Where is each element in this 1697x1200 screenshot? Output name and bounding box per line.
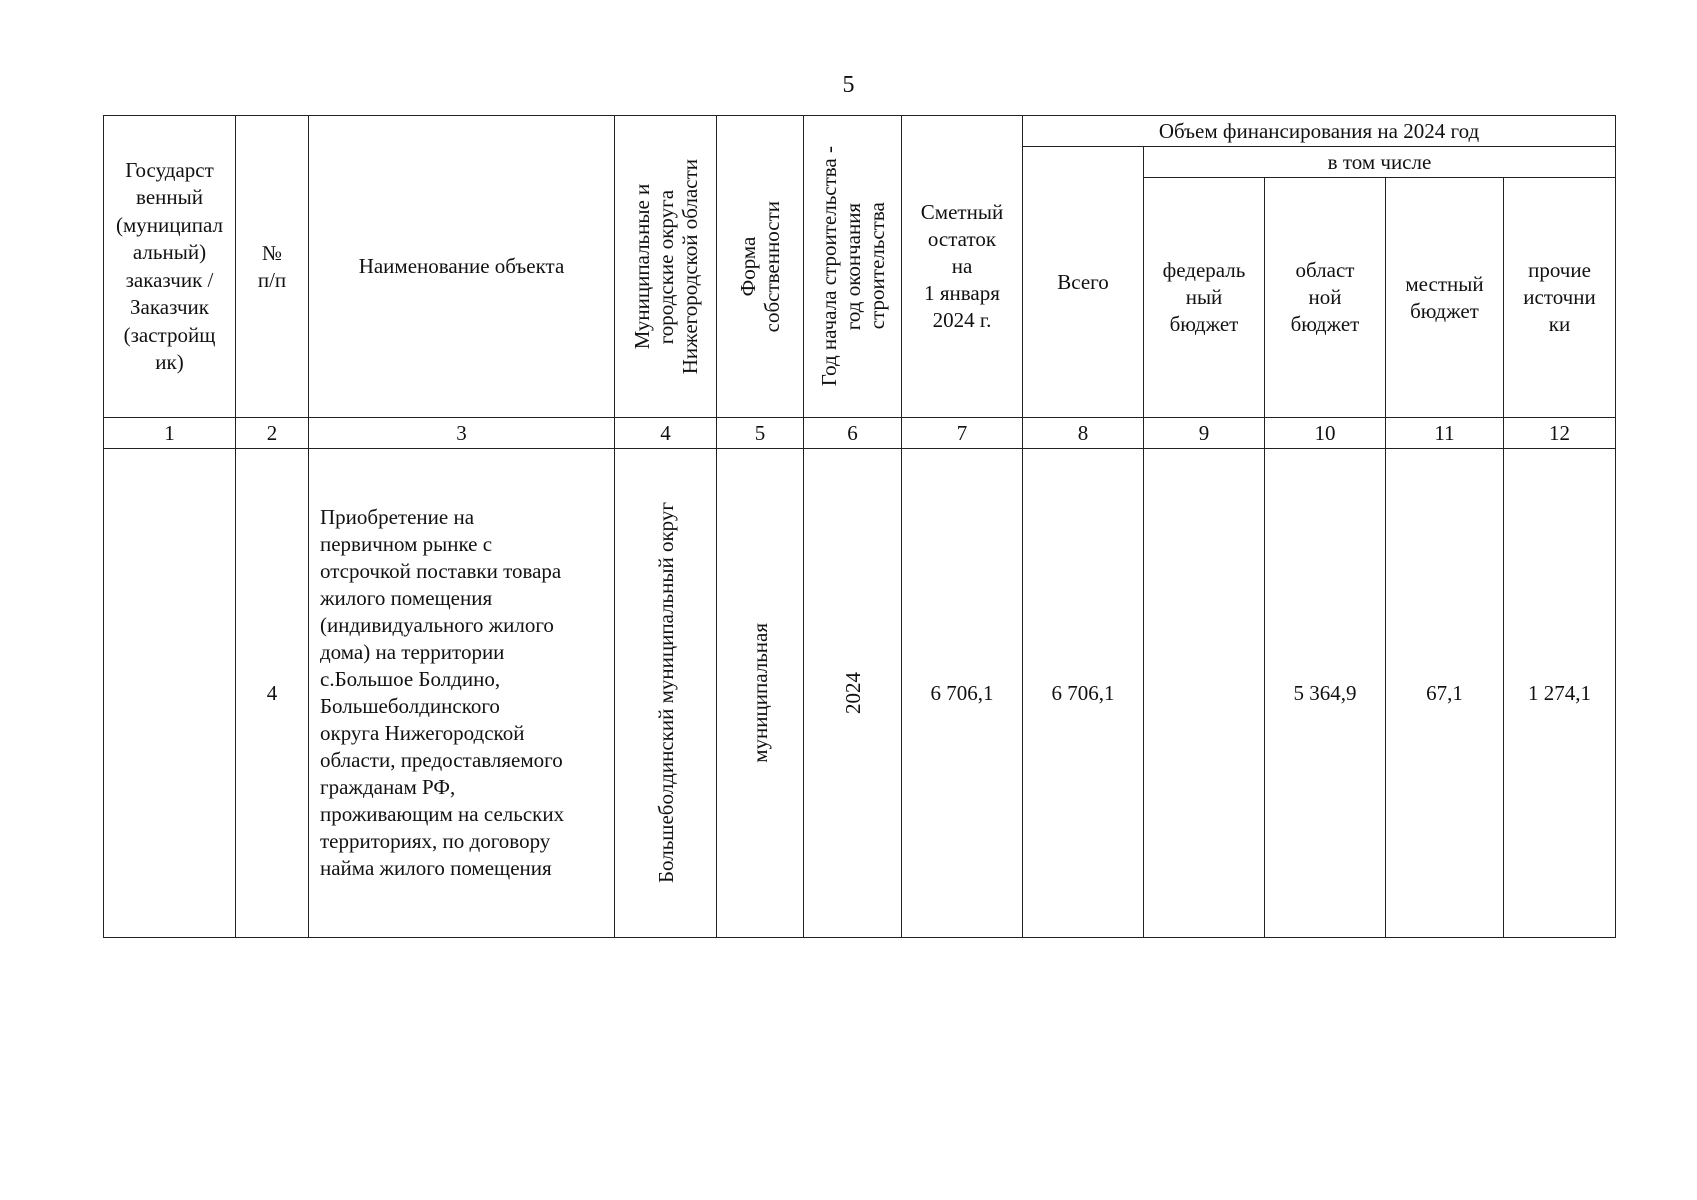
header-balance (902, 116, 1023, 418)
cell-years (804, 449, 902, 938)
header-balance-line: 1 января (924, 281, 1000, 305)
object-name-line: (индивидуального жилого (320, 613, 554, 637)
header-federal (1144, 178, 1265, 418)
header-customer-line: венный (136, 185, 203, 209)
cell-ownership-text: муниципальная (748, 623, 772, 763)
column-number: 9 (1144, 418, 1265, 449)
cell-ownership (717, 449, 804, 938)
header-years (804, 116, 902, 418)
cell-balance: 6 706,1 (902, 449, 1023, 938)
object-name-line: дома) на территории (320, 640, 505, 664)
header-balance-line: на (951, 254, 973, 278)
header-number-line: п/п (257, 267, 287, 292)
header-customer (104, 116, 236, 418)
cell-years-text: 2024 (840, 672, 865, 714)
financing-table (103, 115, 1616, 938)
header-financing-title: Объем финансирования на 2024 год (1023, 116, 1616, 147)
object-name-line: гражданам РФ, (320, 775, 456, 799)
cell-regional: 5 364,9 (1265, 449, 1386, 938)
header-federal-line: федераль (1162, 258, 1246, 282)
header-ownership-line: собственности (760, 200, 784, 333)
header-federal-line: бюджет (1169, 312, 1239, 336)
header-years-line: год окончания (840, 202, 865, 331)
object-name-line: Приобретение на (320, 505, 475, 529)
header-regional-line: област (1295, 258, 1355, 282)
object-name-line: области, предоставляемого (320, 748, 563, 772)
header-customer-line: (муниципал (116, 212, 223, 237)
column-number: 11 (1386, 418, 1504, 449)
header-total: Всего (1023, 147, 1144, 418)
header-regional-line: ной (1308, 285, 1342, 309)
column-number-row (104, 418, 1616, 449)
header-other (1504, 178, 1616, 418)
header-years-line: строительства (864, 203, 889, 331)
header-ownership-line: Форма (736, 236, 760, 297)
object-name-line: Большеболдинского (320, 694, 500, 718)
object-name-line: отсрочкой поставки товара (320, 559, 562, 583)
cell-federal (1144, 449, 1265, 938)
header-customer-line: заказчик / (125, 267, 214, 292)
header-federal-line: ный (1185, 285, 1223, 309)
header-customer-line: Государст (125, 157, 214, 182)
object-name-line: проживающим на сельских (320, 802, 565, 826)
header-years-line: Год начала строительства - (816, 146, 841, 387)
cell-number: 4 (236, 449, 309, 938)
header-districts-line: городские округа (653, 189, 678, 344)
header-number-line: № (261, 240, 283, 265)
header-local-line: местный (1405, 271, 1484, 296)
table-row (104, 449, 1616, 938)
column-number: 3 (309, 418, 615, 449)
cell-local: 67,1 (1386, 449, 1504, 938)
object-name-line: найма жилого помещения (320, 856, 552, 880)
header-object-name: Наименование объекта (309, 116, 615, 418)
column-number: 6 (804, 418, 902, 449)
header-including: в том числе (1144, 147, 1616, 178)
header-number (236, 116, 309, 418)
header-regional-line: бюджет (1290, 312, 1360, 336)
column-number: 5 (717, 418, 804, 449)
header-regional (1265, 178, 1386, 418)
object-name-line: с.Большое Болдино, (320, 667, 501, 691)
cell-other: 1 274,1 (1504, 449, 1616, 938)
cell-district (615, 449, 717, 938)
object-name-line: первичном рынке с (320, 532, 493, 556)
header-balance-line: 2024 г. (932, 308, 992, 332)
cell-district-text: Большеболдинский муниципальный округ (653, 502, 678, 884)
header-ownership (717, 116, 804, 418)
cell-customer (104, 449, 236, 938)
cell-object-name (309, 449, 615, 938)
header-local (1386, 178, 1504, 418)
header-customer-line: Заказчик (130, 295, 209, 319)
header-districts (615, 116, 717, 418)
header-balance-line: остаток (927, 227, 997, 251)
header-districts-line: Нижегородской области (677, 158, 702, 375)
column-number: 7 (902, 418, 1023, 449)
column-number: 1 (104, 418, 236, 449)
header-customer-line: альный) (132, 240, 207, 264)
object-name-line: жилого помещения (320, 586, 493, 610)
column-number: 12 (1504, 418, 1616, 449)
header-districts-line: Муниципальные и (629, 183, 654, 350)
header-customer-line: ик) (155, 350, 184, 374)
column-number: 2 (236, 418, 309, 449)
object-name-line: округа Нижегородской (320, 721, 525, 745)
header-other-line: ки (1548, 312, 1571, 336)
object-name-line: территориях, по договору (320, 829, 551, 853)
column-number: 10 (1265, 418, 1386, 449)
header-other-line: прочие (1528, 258, 1591, 282)
cell-total: 6 706,1 (1023, 449, 1144, 938)
page-number: 5 (842, 72, 855, 98)
column-number: 8 (1023, 418, 1144, 449)
column-number: 4 (615, 418, 717, 449)
header-balance-line: Сметный (920, 200, 1004, 224)
header-customer-text (104, 157, 235, 377)
header-customer-line: (застройщ (123, 322, 216, 347)
header-local-line: бюджет (1410, 298, 1479, 323)
header-other-line: источни (1523, 285, 1596, 309)
